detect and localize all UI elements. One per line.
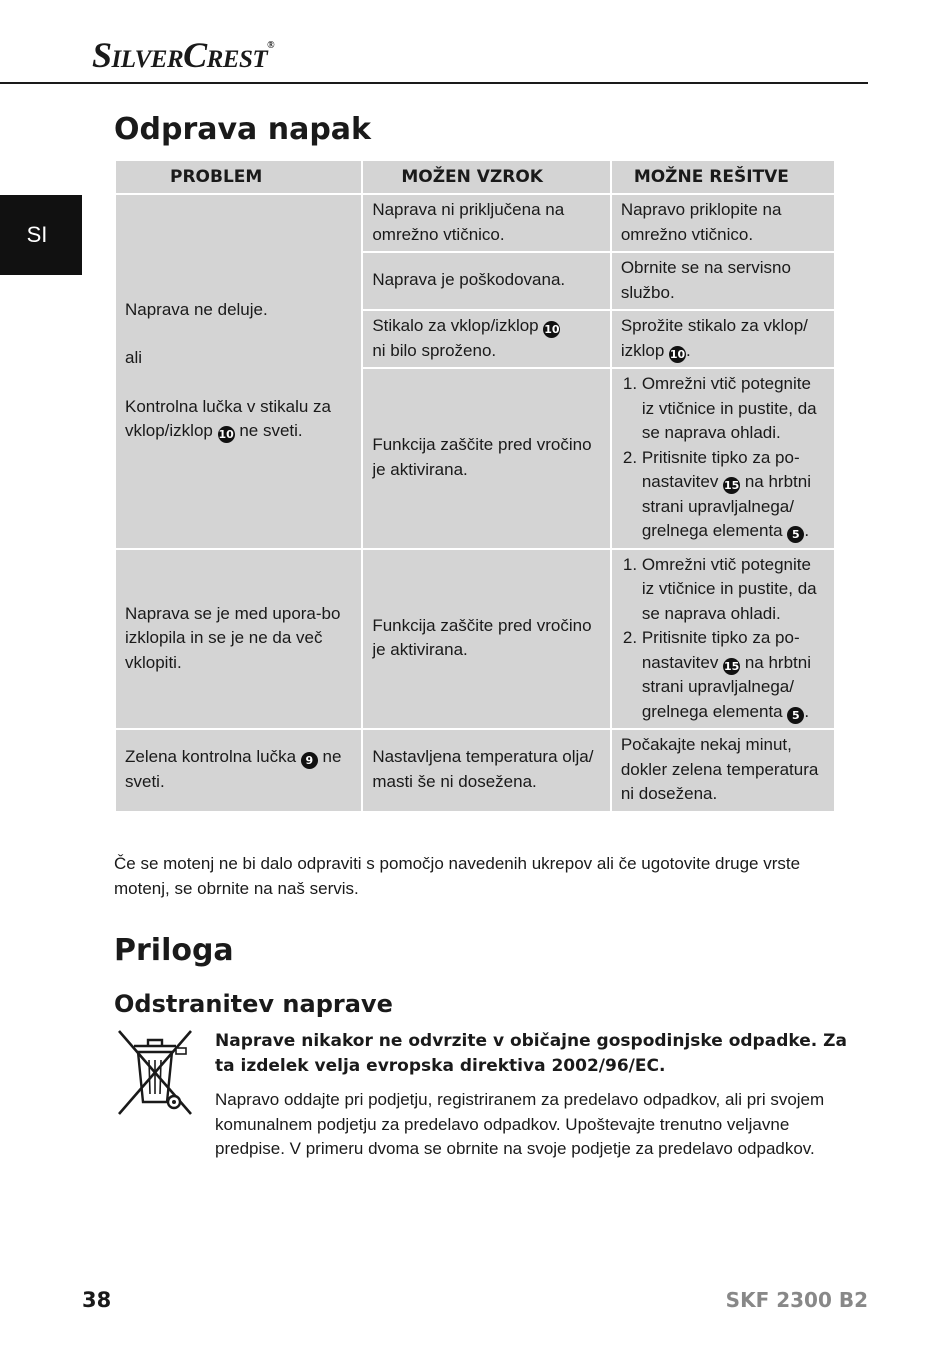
solution-steps (621, 553, 824, 725)
column-header-solution: MOŽNE REŠITVE (612, 161, 834, 193)
table-row (116, 195, 834, 251)
disposal-text: Napravo oddajte pri podjetju, registriranem za predelavo odpadkov, ali pri svojem komunalnem podjetju za predelavo odpadkov. Upoštevajte trenutno veljavne predpise. V primeru dvoma se obrnite na svoje podjetje za predelavo odpadkov. (215, 1090, 825, 1158)
solution-cell: Obrnite se na servisno službo. (612, 253, 834, 309)
page-number: 38 (82, 1288, 112, 1312)
table-row (116, 550, 834, 729)
problem-text: Naprava ne deluje. (125, 299, 268, 319)
solution-step: 2. Pritisnite tipko za po-nastavitev 15 na hrbtni strani upravljalnega/ grelnega elementa 5 . (642, 446, 824, 544)
section-title-disposal: Odstranitev naprave (114, 990, 393, 1018)
language-tab: SI (0, 195, 82, 275)
solution-cell: Sprožite stikalo za vklop/ izklop 10. (612, 311, 834, 367)
part-number-badge: 10 (218, 428, 234, 442)
part-number-badge: 15 (723, 659, 740, 673)
cause-cell: Naprava je poškodovana. (363, 253, 609, 309)
cause-cell: Funkcija zaščite pred vročino je aktivirana. (363, 550, 609, 729)
service-note: Če se motenj ne bi dalo odpraviti s pomočjo navedenih ukrepov ali če ugotovite druge vrste motenj, se obrnite na naš servis. (114, 854, 801, 898)
cause-cell: Stikalo za vklop/izklop 10 ni bilo sproženo. (363, 311, 609, 367)
section-title-troubleshooting: Odprava napak (114, 112, 372, 147)
problem-cell (116, 195, 361, 548)
disposal-warning: Naprave nikakor ne odvrzite v običajne gospodinjske odpadke. Za ta izdelek velja evropska direktiva 2002/96/EC. (215, 1031, 847, 1076)
header-rule (0, 82, 868, 84)
solution-step: 2. Pritisnite tipko za po-nastavitev 15 na hrbtni strani upravljalnega/ grelnega elementa 5 . (642, 626, 824, 724)
part-number-badge: 15 (723, 479, 740, 492)
solution-cell (612, 369, 834, 548)
brand-logo: SilverCrest® (92, 35, 275, 75)
solution-steps (621, 372, 824, 544)
model-name: SKF 2300 B2 (725, 1288, 868, 1312)
solution-step: 1. Omrežni vtič potegnite iz vtičnice in pustite, da se naprava ohladi. (642, 372, 824, 446)
part-number-badge: 5 (787, 707, 804, 724)
cause-cell: Funkcija zaščite pred vročino je aktivirana. (363, 369, 609, 548)
problem-cell: Naprava se je med upora-bo izklopila in se je ne da več vklopiti. (116, 550, 361, 729)
part-number-badge: 5 (787, 526, 804, 543)
problem-cell: Zelena kontrolna lučka 9 ne sveti. (116, 730, 361, 811)
crossed-out-bin-icon (116, 1026, 194, 1118)
problem-text: Kontrolna lučka v stikalu za vklop/izklop 10 ne sveti. (125, 396, 331, 442)
part-number-badge: 10 (669, 347, 686, 361)
column-header-cause: MOŽEN VZROK (363, 161, 609, 193)
section-title-appendix: Priloga (114, 933, 234, 968)
cause-cell: Nastavljena temperatura olja/ masti še ni dosežena. (363, 730, 609, 811)
problem-text: ali (125, 348, 143, 368)
solution-cell: Napravo priklopite na omrežno vtičnico. (612, 195, 834, 251)
table-header-row (116, 161, 834, 193)
column-header-problem: PROBLEM (116, 161, 361, 193)
solution-cell (612, 550, 834, 729)
cause-cell: Naprava ni priključena na omrežno vtičnico. (363, 195, 609, 251)
solution-cell: Počakajte nekaj minut, dokler zelena temperatura ni dosežena. (612, 730, 834, 811)
table-row (116, 730, 834, 811)
troubleshooting-table (114, 159, 836, 813)
part-number-badge: 9 (301, 752, 318, 769)
solution-step: 1. Omrežni vtič potegnite iz vtičnice in pustite, da se naprava ohladi. (642, 553, 824, 627)
part-number-badge: 10 (544, 323, 560, 336)
